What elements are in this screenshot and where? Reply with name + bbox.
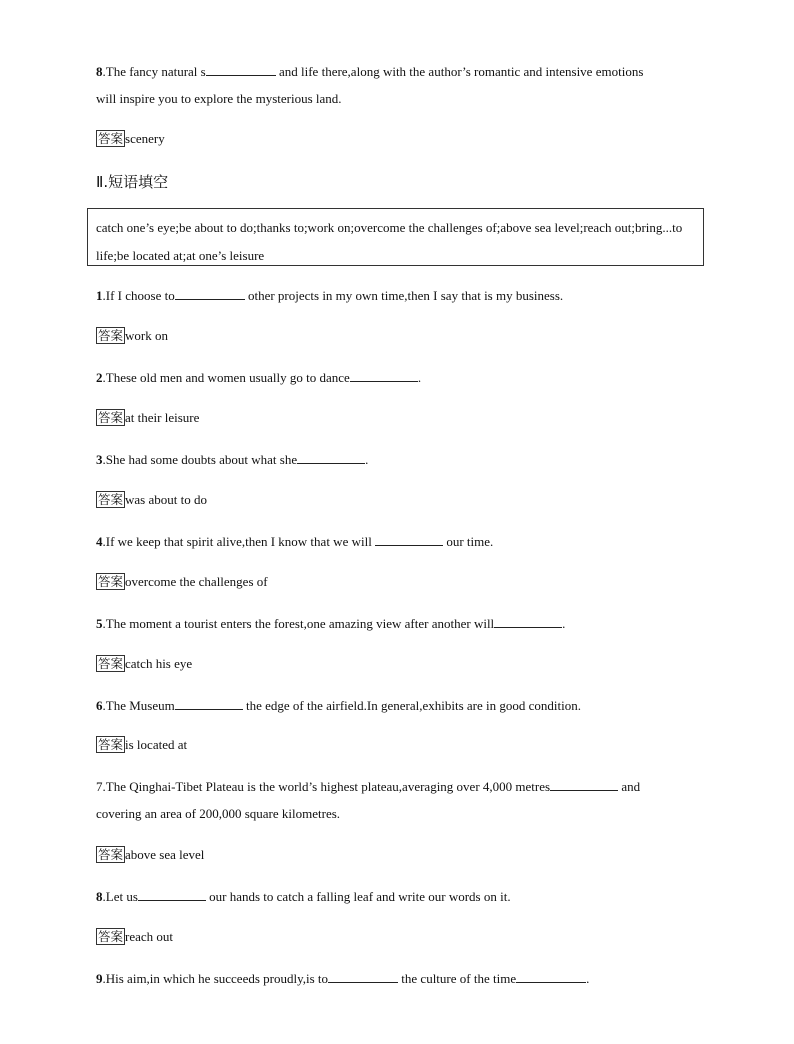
answer-text: overcome the challenges of [125,574,268,589]
question-number: 2 [96,370,103,385]
answer-badge: 答案 [98,492,124,507]
answer-text: catch his eye [125,656,193,671]
question-text: .His aim,in which he succeeds proudly,is to [102,971,329,986]
answer-text: is located at [125,737,188,752]
answer-text: was about to do [125,492,207,507]
question-text: .The moment a tourist enters the forest,one amazing view after another will [102,616,495,631]
question-text: our hands to catch a falling leaf and write our words on it. [205,889,511,904]
answer-text: scenery [125,131,165,146]
question-text: and life there,along with the author’s romantic and intensive emotions [275,64,644,79]
answer-blank [328,969,398,983]
answer-line [96,130,165,148]
question-2 [96,368,421,387]
question-8 [96,887,511,906]
answer-blank [516,969,586,983]
answer-blank [550,777,618,791]
answer-badge: 答案 [98,847,124,862]
question-5 [96,614,565,633]
section-title: Ⅱ.短语填空 [96,173,169,191]
answer-line [96,491,207,509]
question-number: 9 [96,971,103,986]
question-text: . [562,616,566,631]
answer-text: work on [125,328,168,343]
answer-text: above sea level [125,847,205,862]
question-number: 8 [96,64,103,79]
answer-badge: 答案 [98,574,124,589]
answer-text: reach out [125,929,174,944]
question-7 [96,777,640,796]
question-6 [96,696,581,715]
answer-line [96,928,173,946]
answer-badge: 答案 [98,410,124,425]
answer-line [96,736,187,754]
question-text: . [365,452,369,467]
question-1 [96,286,563,305]
question-number: 8 [96,889,103,904]
question-text: .These old men and women usually go to dance [102,370,350,385]
answer-blank [206,62,276,76]
question-text: .If I choose to [102,288,175,303]
question-text: our time. [443,534,494,549]
question-text: . [417,370,422,385]
question-7-line2: covering an area of 200,000 square kilometres. [96,806,341,821]
answer-badge: 答案 [98,929,124,944]
question-text: the edge of the airfield.In general,exhibits are in good condition. [242,698,581,713]
question-number: 3 [96,452,103,467]
answer-badge: 答案 [98,656,124,671]
answer-blank [375,532,443,546]
question-number: 7 [96,779,103,794]
answer-text: at their leisure [125,410,200,425]
question-text: .The Museum [102,698,175,713]
question-text: .The fancy natural s [102,64,206,79]
answer-line [96,573,268,591]
question-8-prev-line2: will inspire you to explore the mysterious land. [96,91,342,106]
answer-badge: 答案 [98,737,124,752]
answer-blank [350,368,418,382]
question-number: 5 [96,616,103,631]
question-text: other projects in my own time,then I say that is my business. [244,288,564,303]
question-text: the culture of the time [398,971,517,986]
answer-line [96,846,204,864]
answer-badge: 答案 [98,131,124,146]
question-number: 4 [96,534,103,549]
question-number: 6 [96,698,103,713]
phrase-box: catch one’s eye;be about to do;thanks to;work on;overcome the challenges of;above sea level;reach out;bring...to life;be located at;at one’s leisure [87,208,704,266]
answer-blank [297,450,365,464]
answer-line [96,409,199,427]
question-9 [96,969,589,988]
answer-badge: 答案 [98,328,124,343]
question-text: .She had some doubts about what she [102,452,298,467]
answer-blank [175,286,245,300]
question-3 [96,450,368,469]
question-number: 1 [96,288,103,303]
answer-line [96,655,192,673]
answer-blank [138,887,206,901]
question-text: and [618,779,641,794]
question-text: .The Qinghai-Tibet Plateau is the world’s highest plateau,averaging over 4,000 metres [102,779,551,794]
answer-blank [494,614,562,628]
question-text: .If we keep that spirit alive,then I know that we will [102,534,376,549]
question-4 [96,532,493,551]
question-8-prev-line1 [96,62,643,81]
answer-blank [175,696,243,710]
question-text: .Let us [102,889,138,904]
question-text: . [586,971,590,986]
answer-line [96,327,168,345]
